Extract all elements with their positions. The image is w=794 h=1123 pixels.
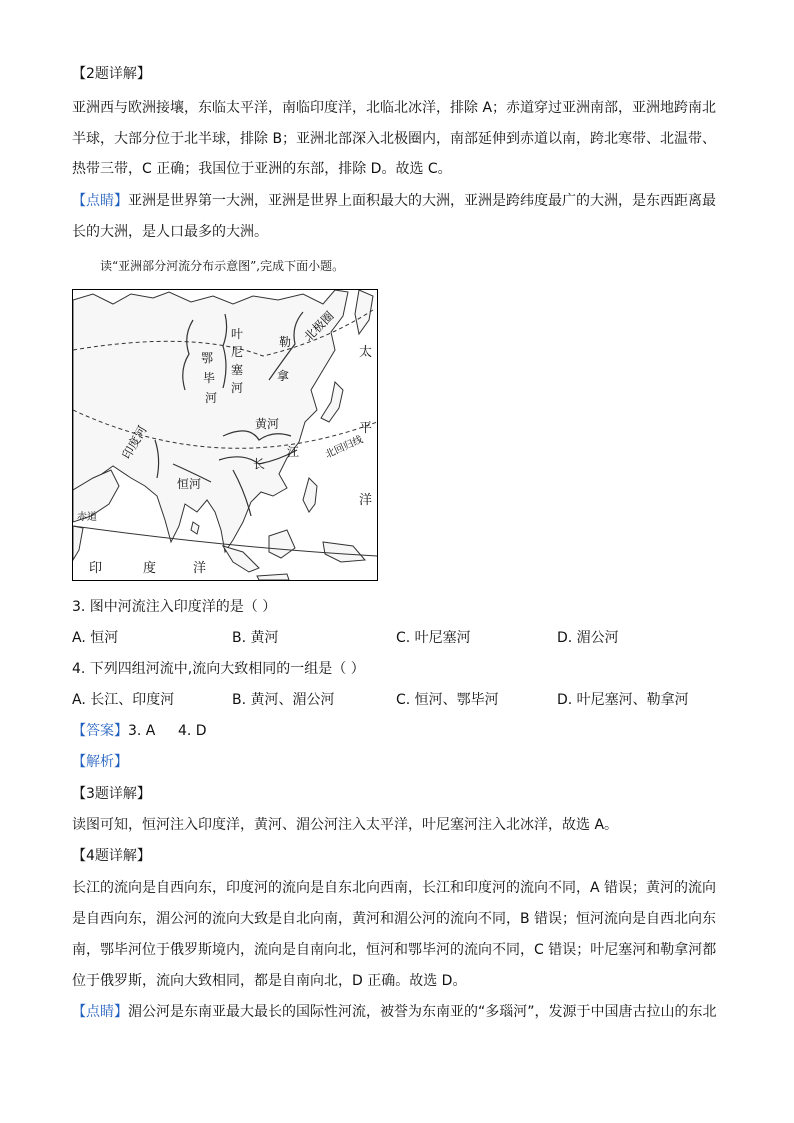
label-ebi-2: 毕 [203,371,216,385]
q3-stem: 3. 图中河流注入印度洋的是（ ） [72,599,277,615]
q3-option-d[interactable]: D. 湄公河 [557,630,619,646]
dianjing1-line-1: 亚洲是世界第一大洲，亚洲是世界上面积最大的大洲，亚洲是跨纬度最广的大洲，是东西距离最 [128,193,716,209]
sri-lanka [191,522,199,534]
q4-option-c[interactable]: C. 恒河、鄂毕河 [396,692,499,708]
section3-heading: 【3题详解】 [72,786,151,802]
q4-option-d[interactable]: D. 叶尼塞河、勒拿河 [557,692,689,708]
label-tropic: 北回归线 [323,434,365,461]
philippines [303,478,317,512]
q4-option-b[interactable]: B. 黄河、湄公河 [232,692,335,708]
section2-line-3: 热带三带，C 正确；我国位于亚洲的东部，排除 D。故选 C。 [72,161,452,177]
sumatra [223,546,259,572]
label-ebi-1: 鄂 [201,351,214,365]
label-lena-2: 拿 [277,369,290,383]
dianjing2-label: 【点睛】 [72,1004,128,1020]
label-changjiang-2: 江 [287,445,300,459]
map-svg [73,290,377,580]
label-huanghe: 黄河 [255,417,280,431]
label-arctic: 北极圈 [301,308,337,345]
japan [321,382,343,422]
label-indian-ocean-2: 度 [143,561,157,576]
label-equator: 赤道 [77,512,97,523]
label-yenisei-1: 叶 [231,327,244,341]
label-indus: 印度河 [119,423,150,462]
section4-line-3: 南，鄂毕河位于俄罗斯境内，流向是自南向北，恒河和鄂毕河的流向不同，C 错误；叶尼塞河和勒拿河都 [72,942,717,958]
section4-heading: 【4题详解】 [72,848,151,864]
section4-line-4: 位于俄罗斯，流向大致相同，都是自南向北，D 正确。故选 D。 [72,973,467,989]
section4-line-2: 是自西向东，湄公河的流向大致是自北向南，黄河和湄公河的流向不同，B 错误；恒河流向是自西北向东 [72,911,717,927]
q3-option-b[interactable]: B. 黄河 [232,630,279,646]
dianjing1-line-2: 长的大洲，是人口最多的大洲。 [72,224,268,240]
label-pacific-1: 太 [359,345,373,360]
section2-line-1: 亚洲西与欧洲接壤，东临太平洋，南临印度洋，北临北冰洋，排除 A；赤道穿过亚洲南部，亚洲地跨南北 [72,100,717,116]
map-caption: 读“亚洲部分河流分布示意图”,完成下面小题。 [100,259,345,273]
answer-4: 4. D [178,723,207,739]
analysis-label: 【解析】 [72,754,128,770]
dianjing2-text: 湄公河是东南亚最大最长的国际性河流，被誉为东南亚的“多瑙河”，发源于中国唐古拉山的东北 [128,1004,717,1020]
label-yenisei-2: 尼 [231,345,244,359]
new-guinea [323,542,365,562]
label-lena-1: 勒 [279,335,292,349]
dianjing1-label: 【点睛】 [72,193,128,209]
label-pacific-2: 平 [359,421,373,436]
label-pacific-3: 洋 [359,493,373,508]
borneo [269,530,295,558]
q4-stem: 4. 下列四组河流中,流向大致相同的一组是（ ） [72,661,365,677]
section2-heading: 【2题详解】 [72,66,151,82]
label-ebi-3: 河 [205,391,218,405]
dianjing1-paragraph [72,191,716,211]
q3-option-a[interactable]: A. 恒河 [72,630,119,646]
q4-option-a[interactable]: A. 长江、印度河 [72,692,175,708]
dianjing2-paragraph [72,1002,717,1022]
answer-3: 3. A [128,723,156,739]
label-yenisei-3: 塞 [231,363,244,377]
q3-option-c[interactable]: C. 叶尼塞河 [396,630,471,646]
africa-edge [73,526,83,560]
java [257,574,289,580]
section4-line-1: 长江的流向是自西向东，印度河的流向是自东北向西南，长江和印度河的流向不同，A 错误；黄河的流向 [72,880,717,896]
label-ganges: 恒河 [177,477,202,491]
label-yenisei-4: 河 [231,381,244,395]
asia-river-map [72,289,378,581]
answer-label: 【答案】 [72,723,128,739]
label-changjiang-1: 长 [253,457,266,471]
section2-line-2: 半球，大部分位于北半球，排除 B；亚洲北部深入北极圈内，南部延伸到赤道以南，跨北寒带、北温带、 [72,131,717,147]
label-indian-ocean-1: 印 [89,561,103,576]
label-indian-ocean-3: 洋 [193,561,207,576]
section3-line-1: 读图可知，恒河注入印度洋，黄河、湄公河注入太平洋，叶尼塞河注入北冰洋，故选 A。 [72,817,619,833]
